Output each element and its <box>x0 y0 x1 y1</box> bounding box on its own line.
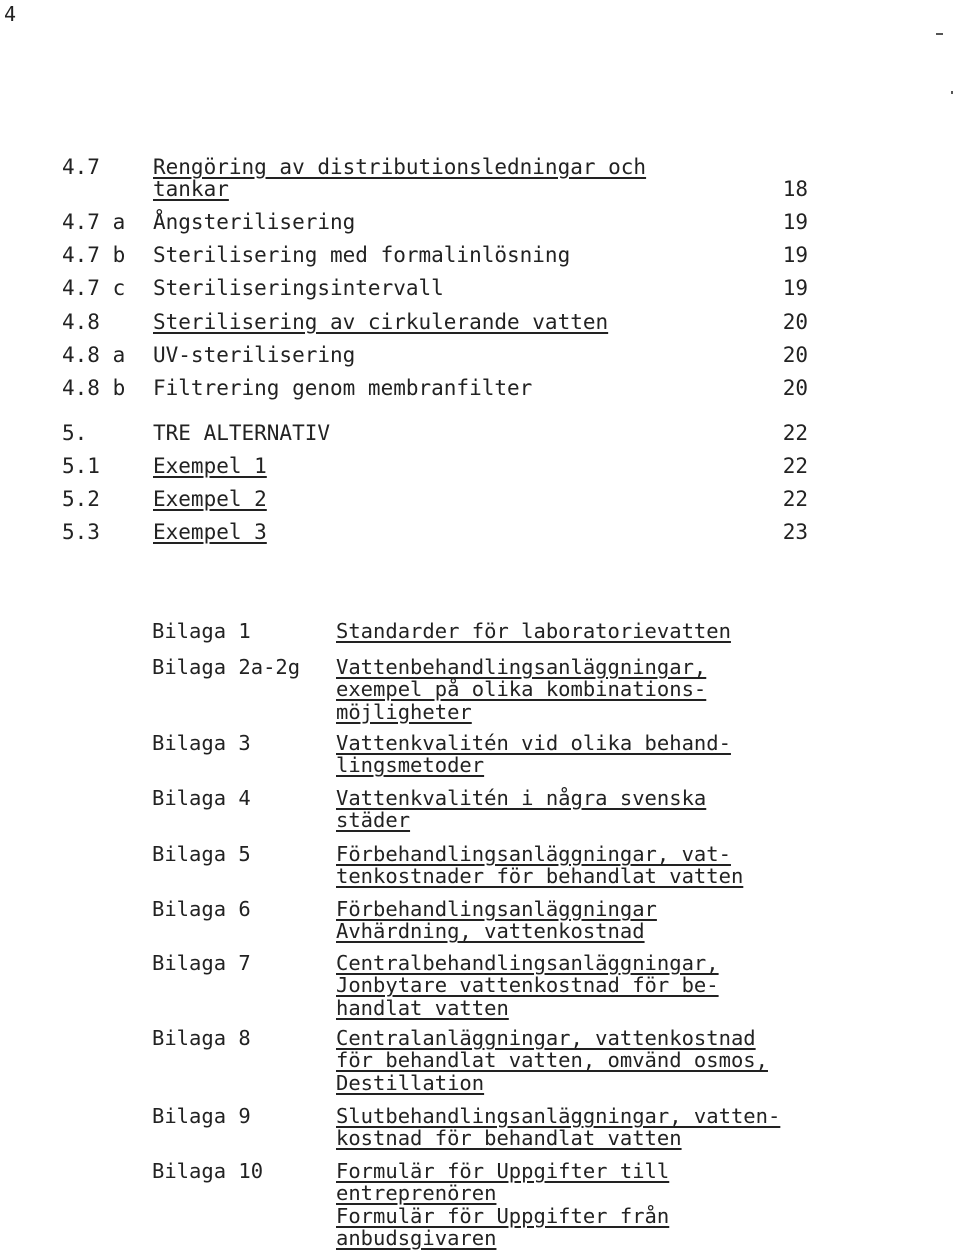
toc-entry <box>0 521 960 543</box>
appendix-label: Bilaga 7 <box>152 951 251 975</box>
toc-entry <box>0 455 960 477</box>
toc-entry-number: 5. <box>62 421 88 445</box>
toc-entry <box>0 155 960 201</box>
page-number: 4 <box>4 2 17 26</box>
toc-entry <box>0 488 960 510</box>
toc-entry-title: Sterilisering med formalinlösning <box>153 243 571 267</box>
appendix-description-line: Destillation <box>336 1070 485 1095</box>
appendix-description-line: lingsmetoder <box>336 753 485 778</box>
toc-entry-number: 4.8 a <box>62 343 126 367</box>
toc-entry-number: 4.7 a <box>62 210 126 234</box>
toc-entry-page: 20 <box>782 343 808 367</box>
toc-entry-page: 23 <box>782 520 808 544</box>
appendix-label: Bilaga 2a-2g <box>152 655 301 679</box>
appendix-description-line: Centralanläggningar, vattenkostnad <box>336 1026 756 1050</box>
toc-entry <box>0 311 960 333</box>
appendix-description-line: Vattenkvalitén i några svenska <box>336 786 707 810</box>
appendix-description <box>336 656 706 723</box>
toc-entry-number: 4.8 b <box>62 376 126 400</box>
toc-entry-title: TRE ALTERNATIV <box>153 421 331 445</box>
appendix-description <box>336 952 719 1019</box>
appendix-description-line: kostnad för behandlat vatten <box>336 1126 682 1151</box>
toc-entry <box>0 244 960 266</box>
appendix-label: Bilaga 5 <box>152 842 251 866</box>
appendix-label: Bilaga 1 <box>152 619 251 643</box>
appendix-description-line: Jonbytare vattenkostnad för be- <box>336 973 719 998</box>
appendix-description-line: tenkostnader för behandlat vatten <box>336 864 744 889</box>
appendix-description <box>336 620 731 642</box>
appendix-description-line: handlat vatten <box>336 995 509 1020</box>
toc-entry-page: 22 <box>782 487 808 511</box>
appendix-description <box>336 898 657 943</box>
toc-entry-number: 4.7 c <box>62 276 126 300</box>
appendix-label: Bilaga 9 <box>152 1104 251 1128</box>
appendix-description-line: Förbehandlingsanläggningar <box>336 897 657 921</box>
toc-entry-page: 18 <box>782 177 808 201</box>
appendix-description-line: Standarder för laboratorievatten <box>336 619 731 643</box>
appendix-description <box>336 787 706 832</box>
appendix-label: Bilaga 3 <box>152 731 251 755</box>
toc-entry-title: Ångsterilisering <box>153 210 356 234</box>
toc-entry-number: 5.2 <box>62 487 100 511</box>
appendix-description-line: Vattenkvalitén vid olika behand- <box>336 731 731 755</box>
toc-entry-title: tankar <box>153 177 229 201</box>
toc-entry <box>0 277 960 299</box>
appendix-description-line: för behandlat vatten, omvänd osmos, <box>336 1048 768 1073</box>
toc-entry <box>0 422 960 444</box>
appendix-label: Bilaga 8 <box>152 1026 251 1050</box>
appendix-description-line: Slutbehandlingsanläggningar, vatten- <box>336 1104 781 1128</box>
appendix-description-line: Centralbehandlingsanläggningar, <box>336 951 719 975</box>
toc-entry-number: 5.3 <box>62 520 100 544</box>
toc-entry-title: Steriliseringsintervall <box>153 276 444 300</box>
appendix-description <box>336 732 731 777</box>
appendix-description-line: Formulär för Uppgifter från <box>336 1203 670 1228</box>
appendix-description-line: entreprenören <box>336 1181 497 1206</box>
appendix-label: Bilaga 10 <box>152 1159 264 1183</box>
toc-entry-page: 22 <box>782 421 808 445</box>
appendix-description-line: möjligheter <box>336 699 472 724</box>
appendix-label: Bilaga 6 <box>152 897 251 921</box>
appendix-description-line: anbudsgivaren <box>336 1225 497 1250</box>
scan-specks <box>0 0 960 100</box>
toc-entry-title: UV-sterilisering <box>153 343 356 367</box>
toc-entry-page: 19 <box>782 243 808 267</box>
appendix-description-line: städer <box>336 808 411 833</box>
toc-entry-title: Sterilisering av cirkulerande vatten <box>153 310 609 334</box>
toc-entry-page: 19 <box>782 210 808 234</box>
appendix-description-line: Vattenbehandlingsanläggningar, <box>336 655 707 679</box>
toc-entry-page: 20 <box>782 310 808 334</box>
appendix-description-line: exempel på olika kombinations- <box>336 677 707 702</box>
toc-entry <box>0 377 960 399</box>
appendix-description <box>336 1105 780 1150</box>
appendix-description-line: Förbehandlingsanläggningar, vat- <box>336 842 731 866</box>
toc-entry <box>0 344 960 366</box>
appendix-description <box>336 1160 669 1249</box>
toc-entry-number: 4.8 <box>62 310 100 334</box>
toc-entry-title: Exempel 3 <box>153 520 267 544</box>
toc-entry-title: Rengöring av distributionsledningar och <box>153 155 647 179</box>
toc-entry-page: 20 <box>782 376 808 400</box>
toc-entry-title: Exempel 1 <box>153 454 267 478</box>
toc-entry-number: 4.7 <box>62 155 100 179</box>
toc-entry-title: Exempel 2 <box>153 487 267 511</box>
toc-entry <box>0 211 960 233</box>
toc-entry-page: 22 <box>782 454 808 478</box>
toc-entry-number: 4.7 b <box>62 243 126 267</box>
toc-entry-number: 5.1 <box>62 454 100 478</box>
appendix-description-line: Avhärdning, vattenkostnad <box>336 919 645 944</box>
toc-entry-page: 19 <box>782 276 808 300</box>
appendix-label: Bilaga 4 <box>152 786 251 810</box>
appendix-description <box>336 843 743 888</box>
appendix-description <box>336 1027 768 1094</box>
appendix-description-line: Formulär för Uppgifter till <box>336 1159 670 1183</box>
toc-entry-title: Filtrering genom membranfilter <box>153 376 533 400</box>
